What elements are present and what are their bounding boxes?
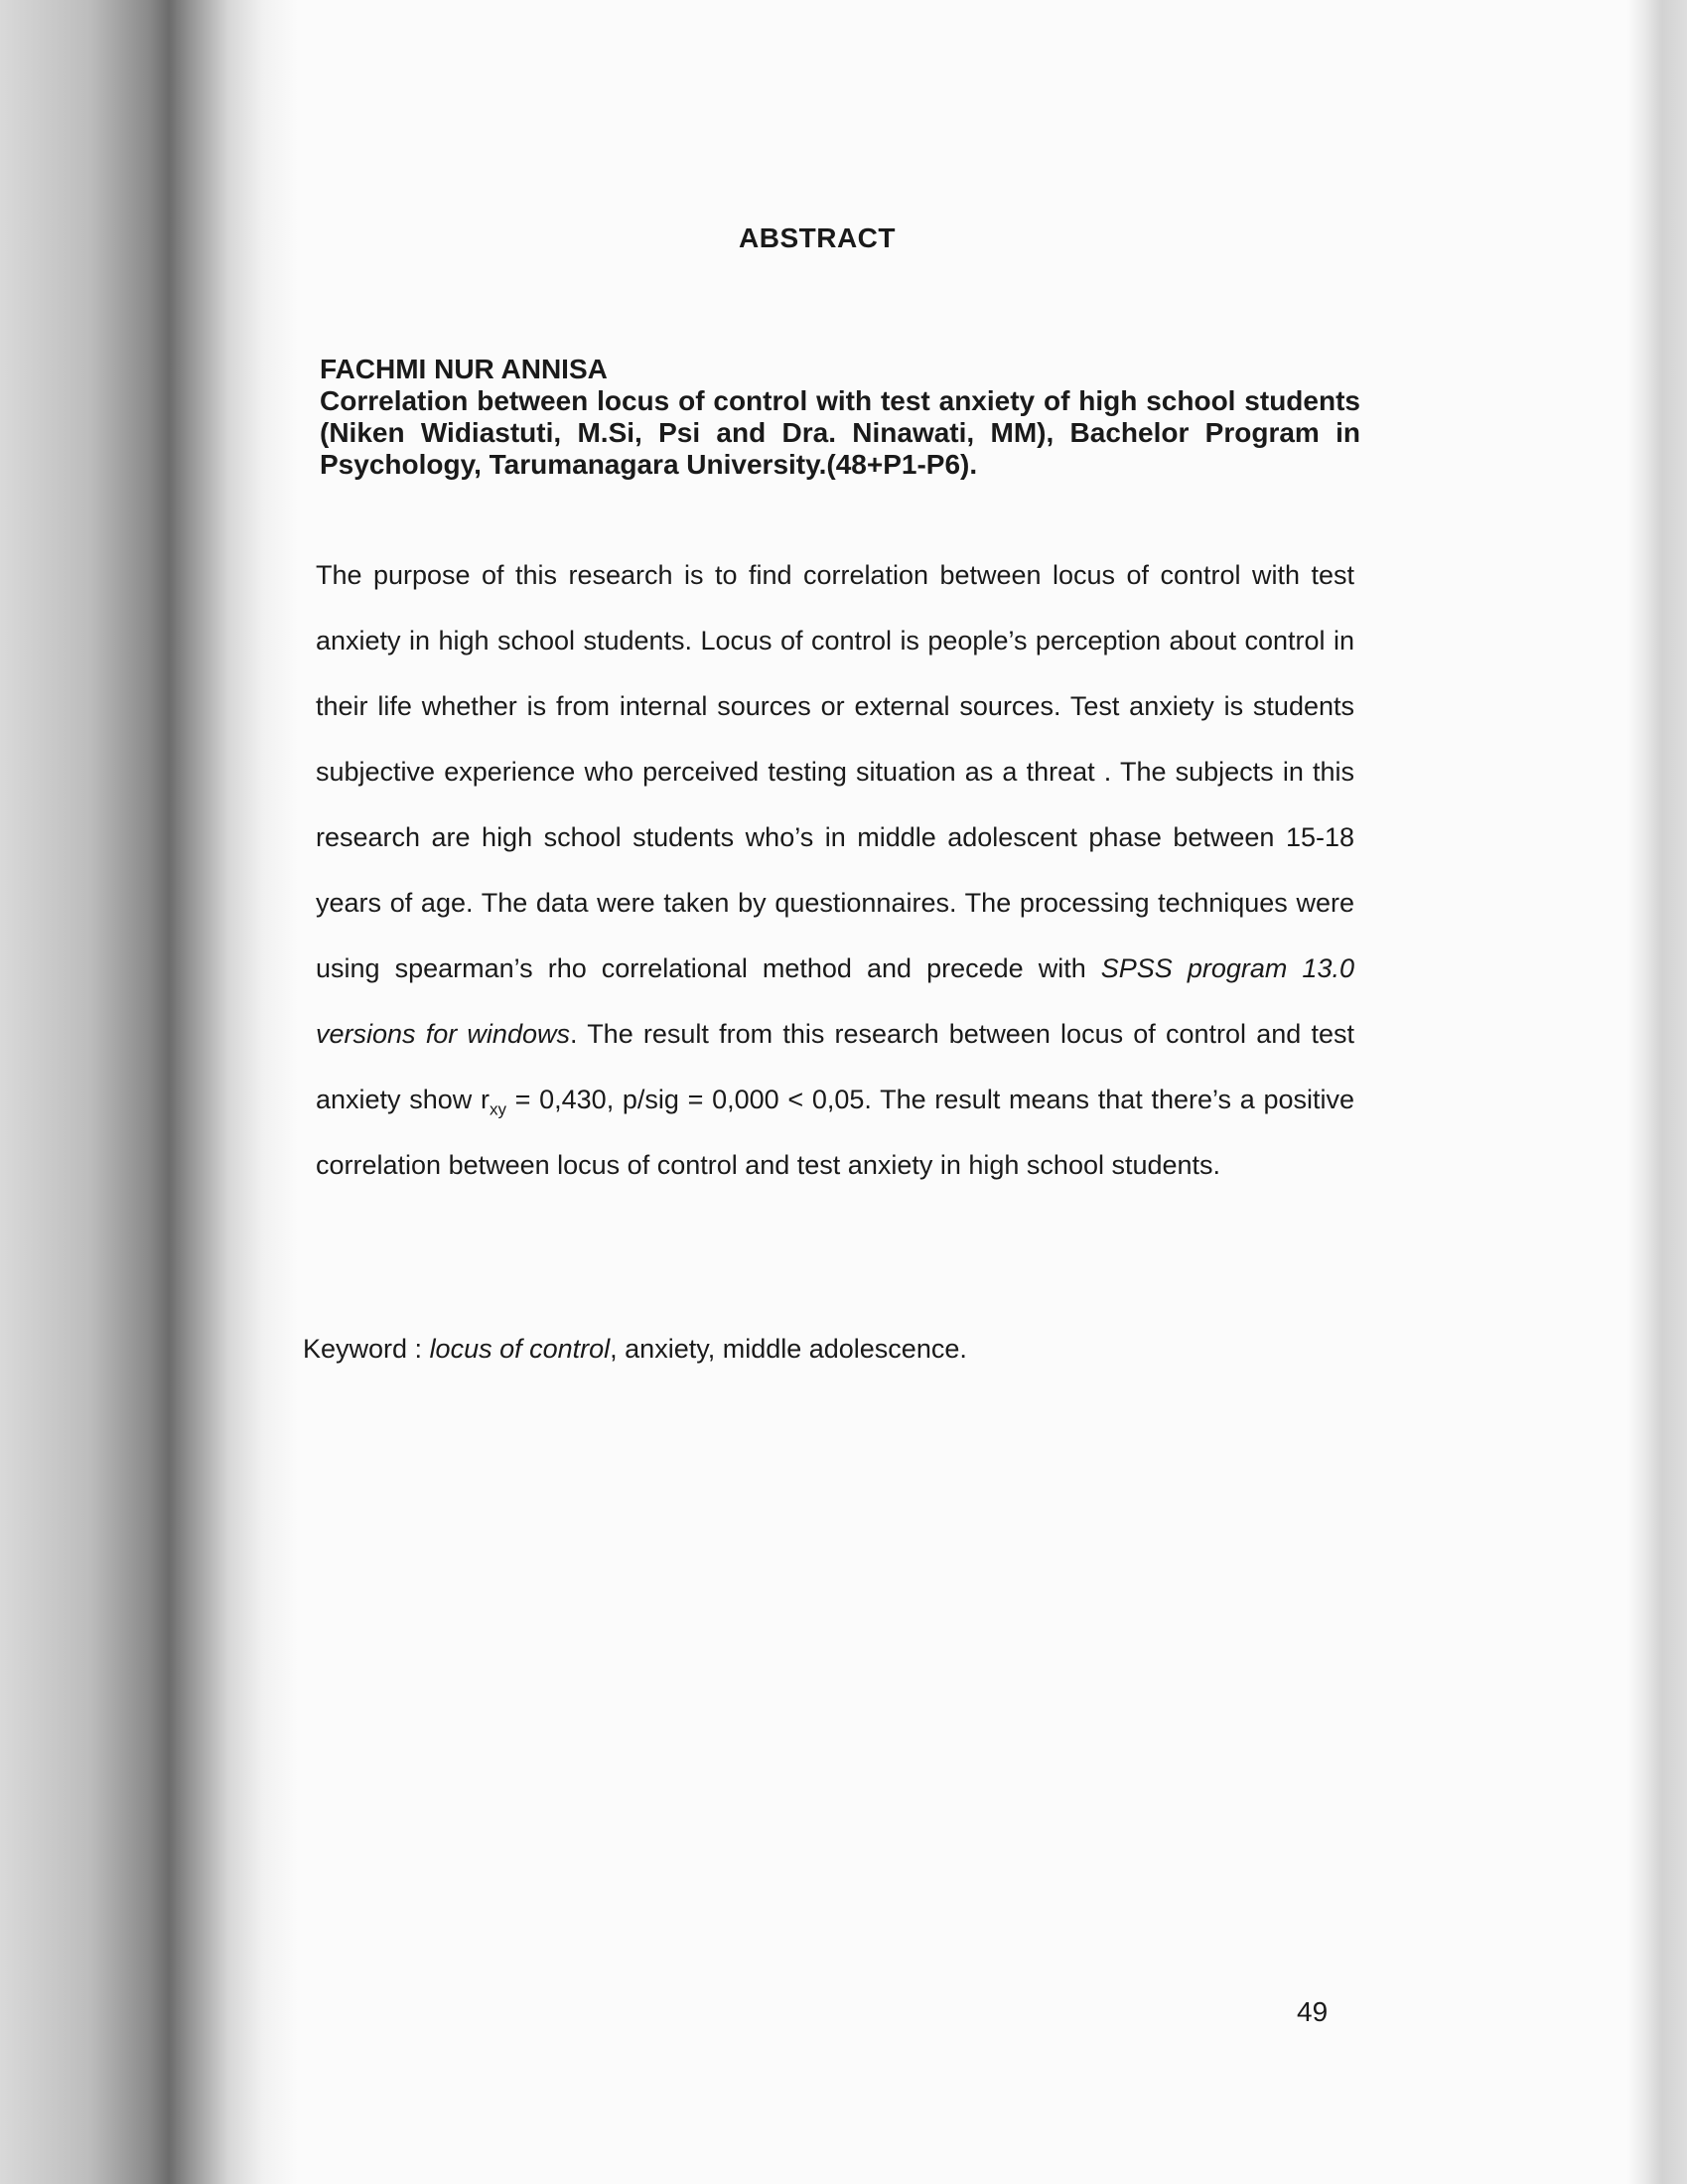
abstract-header bbox=[320, 354, 1360, 481]
abstract-body-part3: = 0,430, p/sig = 0,000 < 0,05. The result means that there’s a positive correlation between locus of control and test anxiety in high school students. bbox=[316, 1085, 1354, 1180]
abstract-body-part1: The purpose of this research is to find correlation between locus of control with test anxiety in high school students. Locus of control is people’s perception about control in their life whether is from internal sources or external sources. Test anxiety is students subjective experience who perceived testing situation as a threat . The subjects in this research are high school students who’s in middle adolescent phase between 15-18 years of age. The data were taken by questionnaires. The processing techniques were using spearman’s rho correlational method and precede with bbox=[316, 560, 1354, 983]
thesis-citation: Correlation between locus of control with test anxiety of high school students (Niken Widiastuti, M.Si, Psi and Dra. Ninawati, MM), Bachelor Program in Psychology, Tarumanagara University.(48+P1-P6). bbox=[320, 385, 1360, 480]
keywords-label: Keyword : bbox=[303, 1334, 430, 1364]
abstract-body bbox=[316, 542, 1354, 1198]
correlation-subscript: xy bbox=[489, 1099, 506, 1119]
abstract-body-part2: . The result from this research between locus of control and test anxiety show r bbox=[316, 1019, 1354, 1114]
page-number: 49 bbox=[1297, 1996, 1329, 2027]
keywords-italic-term: locus of control bbox=[429, 1334, 611, 1364]
author-name: FACHMI NUR ANNISA bbox=[320, 354, 608, 384]
abstract-heading: ABSTRACT bbox=[739, 222, 896, 253]
keywords-rest: , anxiety, middle adolescence. bbox=[610, 1334, 967, 1364]
keywords-line bbox=[303, 1334, 967, 1365]
software-name: SPSS program 13.0 versions for windows bbox=[316, 953, 1354, 1049]
